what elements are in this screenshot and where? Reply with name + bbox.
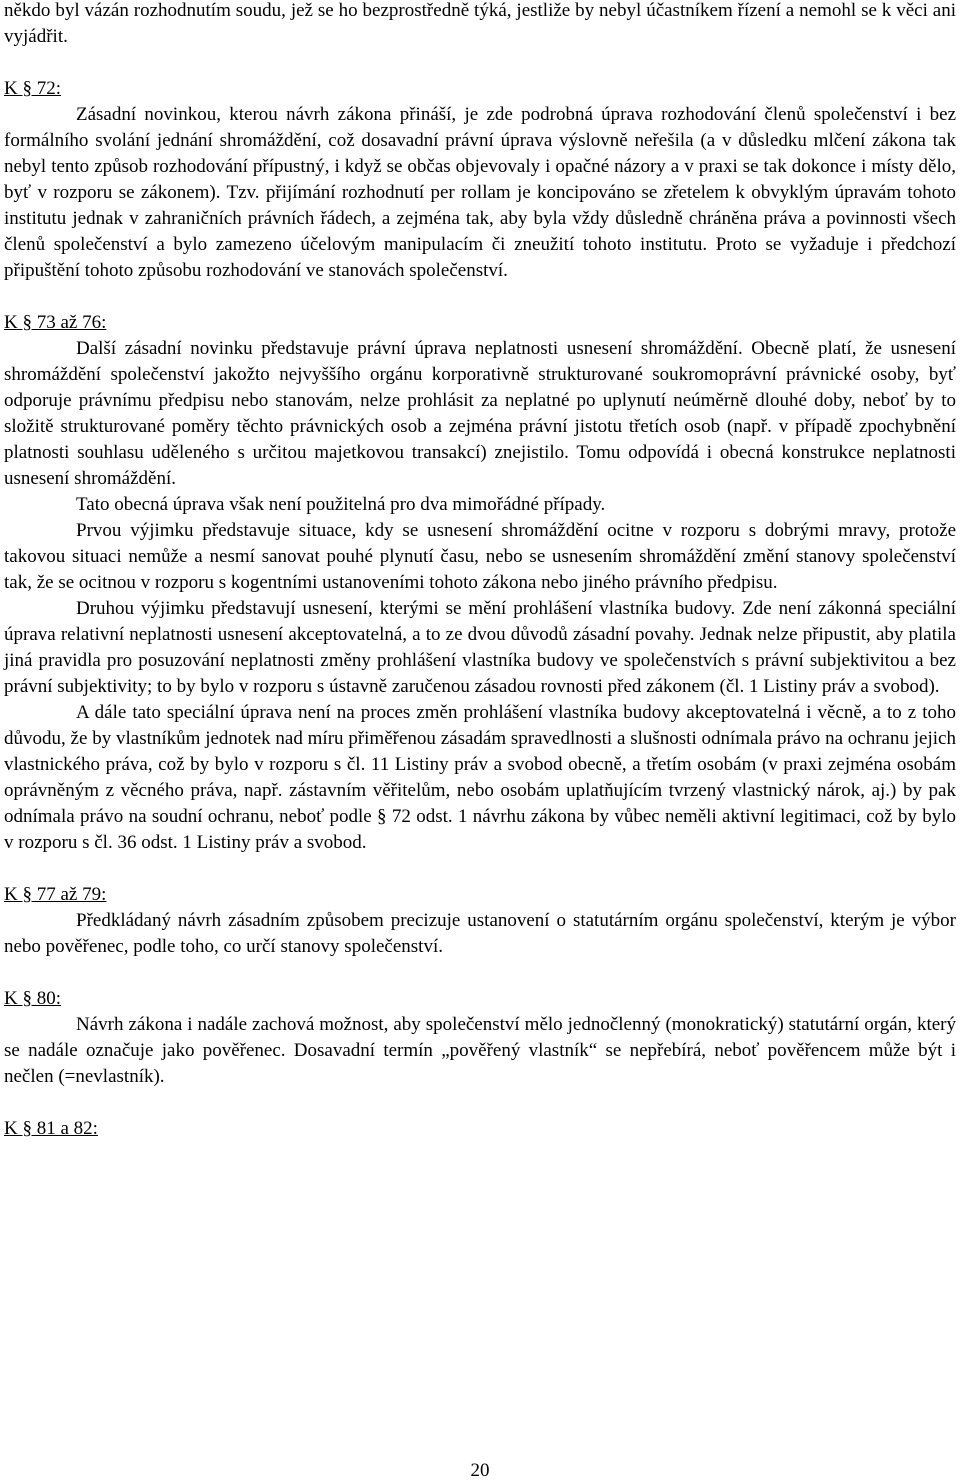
section-77-79-paragraph-1: Předkládaný návrh zásadním způsobem precizuje ustanovení o statutárním orgánu společenství, kterým je výbor nebo pověřenec, podle toho, co určí stanovy společenství. xyxy=(4,910,956,957)
section-73-76-paragraph-5: A dále tato speciální úprava není na proces změn prohlášení vlastníka budovy akceptovatelná i věcně, a to z toho důvodu, že by vlastníkům jednotek nad míru přiměřenou zásadám spravedlnosti a slušnosti odnímala právo na ochranu jejich vlastnického práva, což by bylo v rozporu s čl. 11 Listiny práv a svobod obecně, a třetím osobám (v praxi zejména osobám oprávněným z věcného práva, např. zástavním věřitelům, nebo osobám uplatňujícím tvrzený vlastnický nárok, aj.) by pak odnímala právo na soudní ochranu, neboť podle § 72 odst. 1 návrhu zákona by vůbec neměli aktivní legitimaci, což by bylo v rozporu s čl. 36 odst. 1 Listiny práv a svobod. xyxy=(4,702,956,853)
section-heading-77-79: K § 77 až 79: xyxy=(4,884,107,905)
page-number: 20 xyxy=(470,1460,490,1481)
section-73-76-paragraph-3: Prvou výjimku představuje situace, kdy se usnesení shromáždění ocitne v rozporu s dobrými mravy, protože takovou situaci nemůže a nesmí sanovat pouhé plynutí času, nebo se usnesením shromáždění změní stanovy společenství tak, že se ocitnou v rozporu s kogentními ustanoveními tohoto zákona nebo jiného právního předpisu. xyxy=(4,520,956,593)
section-72-paragraph-1: Zásadní novinkou, kterou návrh zákona přináší, je zde podrobná úprava rozhodování členů společenství i bez formálního svolání jednání shromáždění, což dosavadní právní úprava výslovně neřešila (a v důsledku mlčení zákona tak nebyl tento způsob rozhodování přípustný, i když se občas objevovaly i opačné názory a v praxi se tak dokonce i místy dělo, byť v rozporu se zákonem). Tzv. přijímání rozhodnutí per rollam je koncipováno se zřetelem k obvyklým úpravám tohoto institutu jednak v zahraničních právních řádech, a zejména tak, aby byla vždy důsledně chráněna práva a povinnosti všech členů společenství a bylo zamezeno účelovým manipulacím či zneužití tohoto institutu. Proto se vyžaduje i předchozí připuštění tohoto způsobu rozhodování ve stanovách společenství. xyxy=(4,104,956,281)
section-heading-81-82: K § 81 a 82: xyxy=(4,1118,98,1139)
section-80-paragraph-1: Návrh zákona i nadále zachová možnost, aby společenství mělo jednočlenný (monokratický) statutární orgán, který se nadále označuje jako pověřenec. Dosavadní termín „pověřený vlastník“ se nepřebírá, neboť pověřencem může být i nečlen (=nevlastník). xyxy=(4,1014,956,1087)
section-heading-72: K § 72: xyxy=(4,78,61,99)
section-heading-80: K § 80: xyxy=(4,988,61,1009)
document-page xyxy=(4,0,956,1142)
section-73-76-paragraph-2: Tato obecná úprava však není použitelná pro dva mimořádné případy. xyxy=(76,494,606,515)
section-heading-73-76: K § 73 až 76: xyxy=(4,312,107,333)
section-73-76-paragraph-4: Druhou výjimku představují usnesení, kterými se mění prohlášení vlastníka budovy. Zde není zákonná speciální úprava relativní neplatnosti usnesení akceptovatelná, a to ze dvou důvodů zásadní povahy. Jednak nelze připustit, aby platila jiná pravidla pro posuzování neplatnosti změny prohlášení vlastníka budovy ve společenstvích s právní subjektivitou a bez právní subjektivity; to by bylo v rozporu s ústavně zaručenou zásadou rovnosti před zákonem (čl. 1 Listiny práv a svobod). xyxy=(4,598,956,697)
intro-paragraph: někdo byl vázán rozhodnutím soudu, jež se ho bezprostředně týká, jestliže by nebyl účastníkem řízení a nemohl se k věci ani vyjádřit. xyxy=(4,0,956,47)
section-73-76-paragraph-1: Další zásadní novinku představuje právní úprava neplatnosti usnesení shromáždění. Obecně platí, že usnesení shromáždění společenství jakožto nejvyššího orgánu korporativně strukturované soukromoprávní právnické osoby, byť odporuje právnímu předpisu nebo stanovám, nelze prohlásit za neplatné po uplynutí neúměrně dlouhé doby, neboť by to složitě strukturované poměry těchto právnických osob a zejména právní jistotu třetích osob (např. v případě zpochybnění platnosti souhlasu uděleného s určitou majetkovou transakcí) znejistilo. Tomu odpovídá i obecná konstrukce neplatnosti usnesení shromáždění. xyxy=(4,338,956,489)
